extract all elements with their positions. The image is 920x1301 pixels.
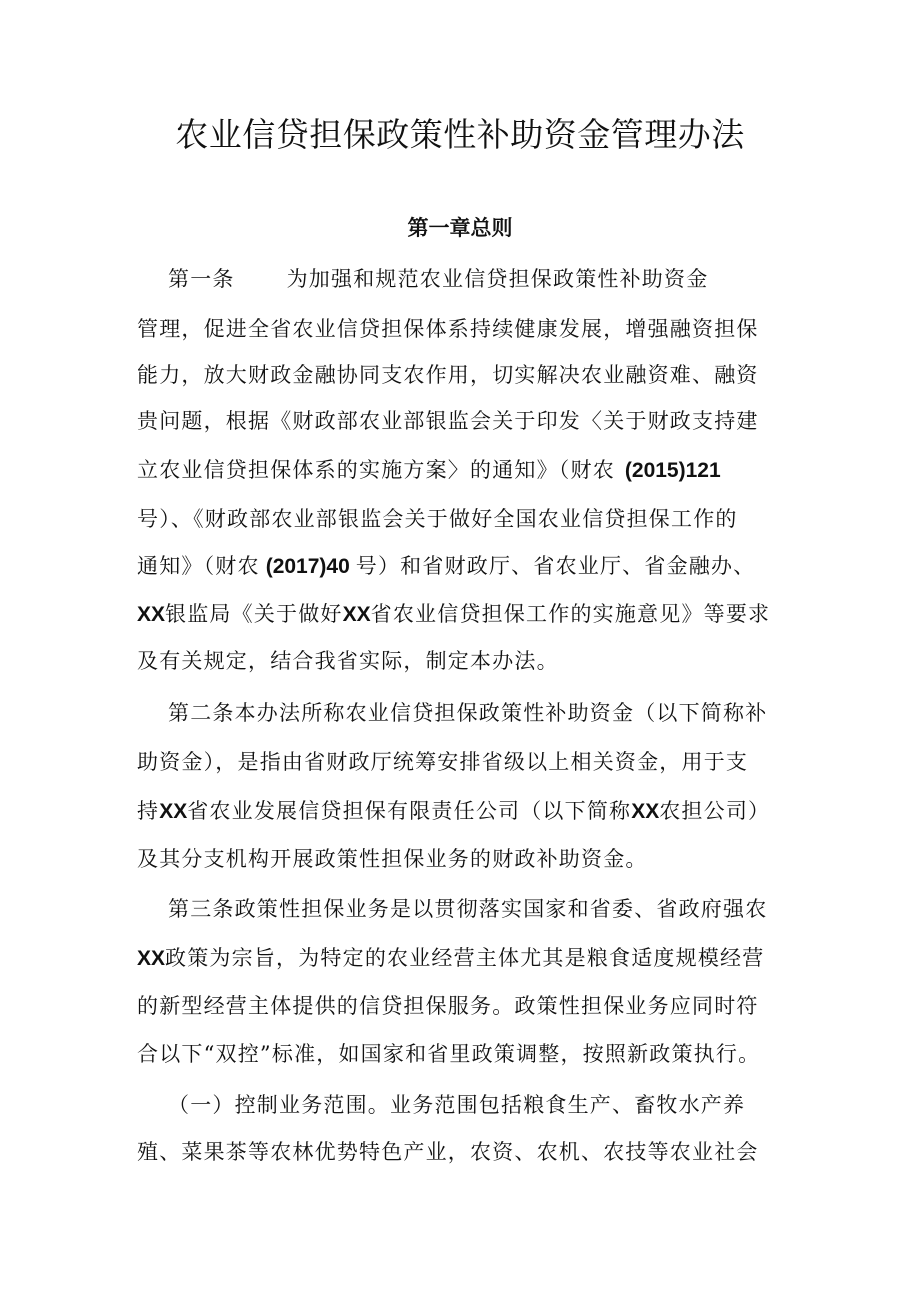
- article-3-line-1: 第三条政策性担保业务是以贯彻落实国家和省委、省政府强农: [168, 897, 768, 921]
- article-3-line-4: 合以下“双控”标准，如国家和省里政策调整，按照新政策执行。: [137, 1042, 761, 1066]
- article-1-line-9: 及有关规定，结合我省实际，制定本办法。: [137, 649, 559, 673]
- placeholder-xx: XX: [342, 603, 371, 626]
- article-1-line-4: 贵问题，根据《财政部农业部银监会关于印发〈关于财政支持建: [137, 409, 759, 433]
- article-2-line-3a: 持: [137, 799, 160, 823]
- article-1-line-6: 号）、《财政部农业部银监会关于做好全国农业信贷担保工作的: [137, 507, 738, 531]
- placeholder-xx: XX: [631, 800, 660, 823]
- article-1-line-8: [137, 598, 770, 631]
- article-1-line-7b: 号）和省财政厅、省农业厅、省金融办、: [355, 554, 756, 578]
- document-number-2015: (2015)121: [624, 459, 721, 482]
- placeholder-xx: XX: [137, 947, 166, 970]
- article-2-line-2: 助资金），是指由省财政厅统筹安排省级以上相关资金，用于支: [137, 750, 749, 774]
- article-1-line-3: 能力，放大财政金融协同支农作用，切实解决农业融资难、融资: [137, 363, 759, 387]
- article-1-line-2: 管理，促进全省农业信贷担保体系持续健康发展，增强融资担保: [137, 317, 759, 341]
- document-number-2017: (2017)40: [265, 555, 350, 578]
- article-3-line-3: 的新型经营主体提供的信贷担保服务。政策性担保业务应同时符: [137, 994, 759, 1018]
- article-2-line-3c: 农担公司）: [659, 799, 771, 823]
- clause-1-line-2: 殖、菜果茶等农林优势特色产业，农资、农机、农技等农业社会: [137, 1140, 759, 1164]
- chapter-heading: 第一章总则: [407, 215, 513, 240]
- article-1-line-8b: 省农业信贷担保工作的实施意见》等要求: [370, 602, 771, 626]
- article-2-line-4: 及其分支机构开展政策性担保业务的财政补助资金。: [137, 847, 648, 871]
- article-1-text: 为加强和规范农业信贷担保政策性补助资金: [286, 267, 709, 291]
- article-1-line-1: [168, 263, 708, 295]
- article-1-line-8a: 银监局《关于做好: [165, 602, 343, 626]
- placeholder-xx: XX: [137, 603, 166, 626]
- article-2-line-3: [137, 795, 770, 828]
- placeholder-xx: XX: [159, 800, 188, 823]
- article-3-line-2-text: 政策为宗旨，为特定的农业经营主体尤其是粮食适度规模经营: [165, 946, 765, 970]
- article-3-line-2: [137, 942, 764, 975]
- article-1-line-5: [137, 454, 721, 487]
- article-2-line-1: 第二条本办法所称农业信贷担保政策性补助资金（以下简称补: [168, 701, 768, 725]
- article-1-line-7: [137, 550, 755, 583]
- clause-1-line-1: （一）控制业务范围。业务范围包括粮食生产、畜牧水产养: [168, 1093, 746, 1117]
- article-2-line-3b: 省农业发展信贷担保有限责任公司（以下简称: [187, 799, 632, 823]
- article-1-label: 第一条: [168, 267, 235, 291]
- article-1-line-7a: 通知》（财农: [137, 554, 260, 578]
- document-title: 农业信贷担保政策性补助资金管理办法: [175, 115, 745, 154]
- article-1-line-5-text: 立农业信贷担保体系的实施方案〉的通知》（财农: [137, 458, 615, 482]
